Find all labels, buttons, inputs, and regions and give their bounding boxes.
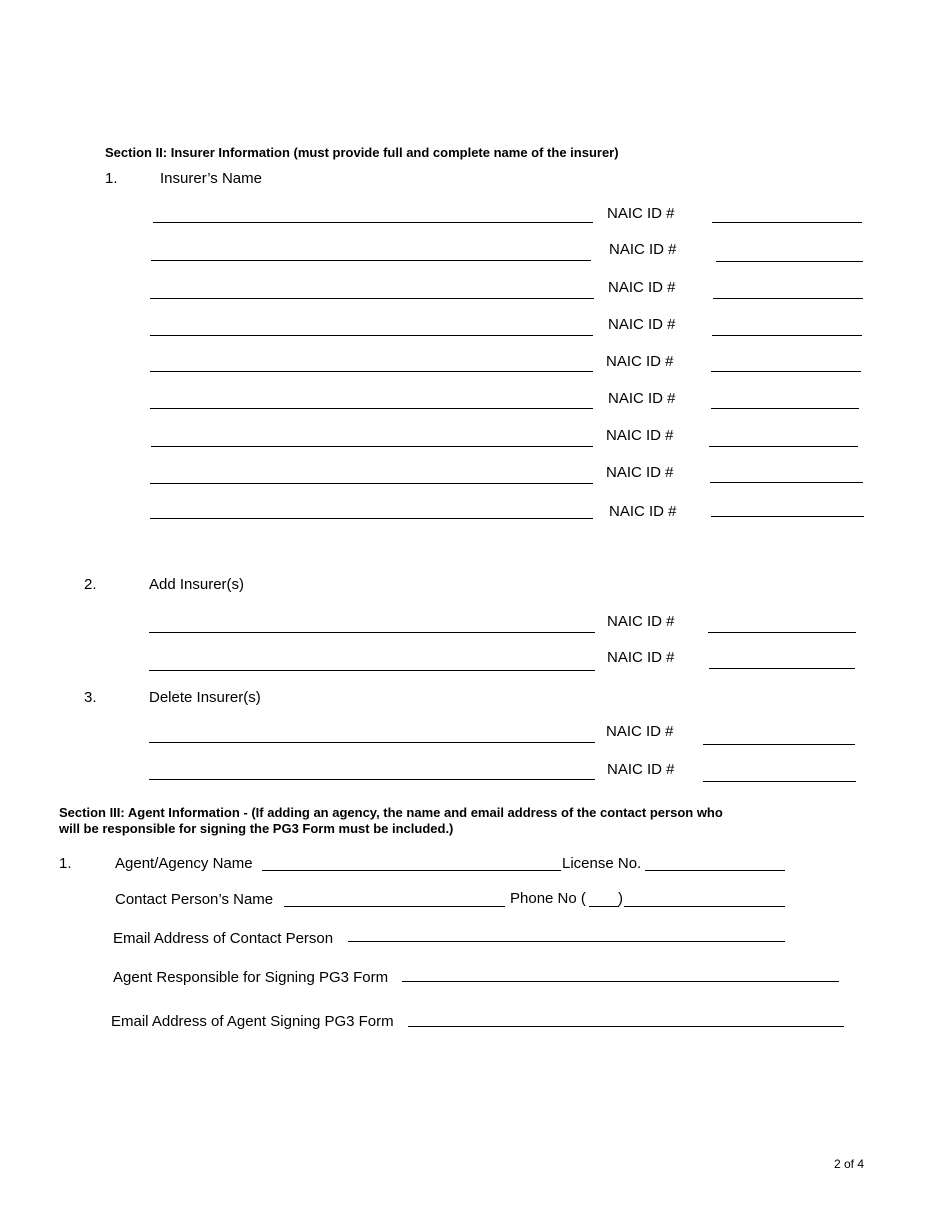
phone-no-label: Phone No ( [510,890,586,907]
agent-agency-name-label: Agent/Agency Name [115,855,253,872]
section-3-item-1-number: 1. [59,855,72,872]
contact-person-name-field[interactable] [284,906,505,907]
naic-id-field-3[interactable] [713,298,863,299]
naic-id-label-6: NAIC ID # [608,390,676,407]
item-3-number: 3. [84,689,97,706]
insurer-name-field-4[interactable] [150,335,593,336]
signing-agent-email-label: Email Address of Agent Signing PG3 Form [111,1013,394,1030]
insurer-name-field-8[interactable] [150,483,593,484]
naic-id-field-5[interactable] [711,371,861,372]
section-2-heading: Section II: Insurer Information (must provide full and complete name of the insurer) [105,145,619,160]
delete-insurer-name-field-1[interactable] [149,742,595,743]
add-insurer-name-field-2[interactable] [149,670,595,671]
add-naic-id-field-2[interactable] [709,668,855,669]
naic-id-label-5: NAIC ID # [606,353,674,370]
delete-insurers-label: Delete Insurer(s) [149,689,261,706]
insurer-name-field-6[interactable] [150,408,593,409]
naic-id-label-7: NAIC ID # [606,427,674,444]
naic-id-field-2[interactable] [716,261,863,262]
contact-person-name-label: Contact Person’s Name [115,891,274,908]
phone-close-paren: ) [618,890,623,907]
naic-id-field-6[interactable] [711,408,859,409]
delete-naic-id-label-1: NAIC ID # [606,723,674,740]
insurer-name-field-9[interactable] [150,518,593,519]
insurer-name-field-5[interactable] [150,371,593,372]
naic-id-label-2: NAIC ID # [609,241,677,258]
naic-id-label-3: NAIC ID # [608,279,676,296]
naic-id-field-4[interactable] [712,335,862,336]
insurers-name-label: Insurer’s Name [160,170,262,187]
signing-agent-email-field[interactable] [408,1026,844,1027]
delete-insurer-name-field-2[interactable] [149,779,595,780]
naic-id-label-4: NAIC ID # [608,316,676,333]
delete-naic-id-label-2: NAIC ID # [607,761,675,778]
signing-agent-field[interactable] [402,981,839,982]
license-no-label: License No. [562,855,642,872]
delete-naic-id-field-1[interactable] [703,744,855,745]
agent-agency-name-field[interactable] [262,870,561,871]
phone-number-field[interactable] [624,906,785,907]
section-3-heading-line-1: Section III: Agent Information - (If adding an agency, the name and email address of the contact person who [59,805,723,820]
add-insurer-name-field-1[interactable] [149,632,595,633]
naic-id-field-7[interactable] [709,446,858,447]
insurer-name-field-1[interactable] [153,222,593,223]
section-3-heading-line-2: will be responsible for signing the PG3 Form must be included.) [59,821,454,836]
insurer-name-field-3[interactable] [150,298,594,299]
insurer-name-field-2[interactable] [151,260,591,261]
add-naic-id-field-1[interactable] [708,632,856,633]
page-number: 2 of 4 [834,1157,865,1171]
naic-id-field-9[interactable] [711,516,864,517]
license-no-field[interactable] [645,870,785,871]
contact-email-field[interactable] [348,941,785,942]
add-naic-id-label-1: NAIC ID # [607,613,675,630]
naic-id-label-9: NAIC ID # [609,503,677,520]
item-1-number: 1. [105,170,118,187]
naic-id-label-8: NAIC ID # [606,464,674,481]
naic-id-field-8[interactable] [710,482,863,483]
add-naic-id-label-2: NAIC ID # [607,649,675,666]
add-insurers-label: Add Insurer(s) [149,576,245,593]
insurer-name-field-7[interactable] [151,446,593,447]
signing-agent-label: Agent Responsible for Signing PG3 Form [113,969,389,986]
item-2-number: 2. [84,576,97,593]
delete-naic-id-field-2[interactable] [703,781,856,782]
phone-area-code-field[interactable] [589,906,619,907]
naic-id-field-1[interactable] [712,222,862,223]
contact-email-label: Email Address of Contact Person [113,930,334,947]
naic-id-label-1: NAIC ID # [607,205,675,222]
